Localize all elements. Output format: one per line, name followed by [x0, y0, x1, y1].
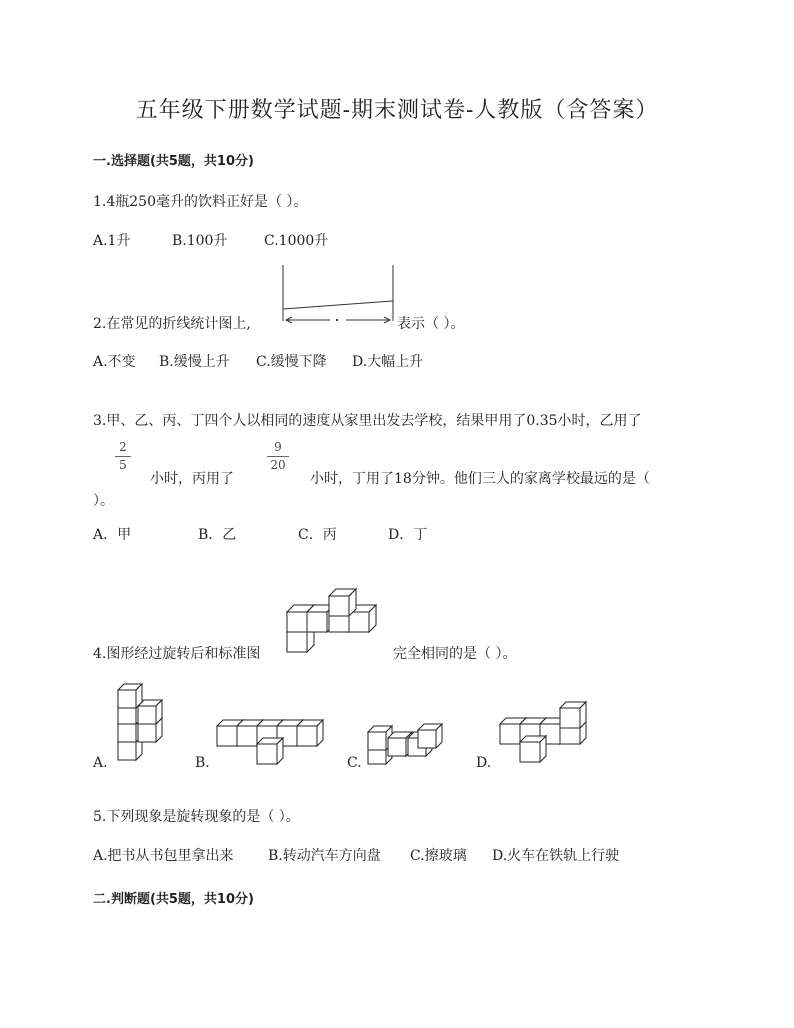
question-4-option-b: B. — [195, 755, 210, 771]
fraction-denominator: 20 — [270, 458, 286, 472]
cube — [257, 738, 283, 764]
fraction-numerator: 2 — [119, 440, 127, 454]
question-2-option-a: A.不变 — [93, 354, 136, 370]
cube — [138, 700, 162, 724]
fraction-nine-twentieths — [267, 440, 289, 473]
question-2-option-d: D.大幅上升 — [352, 354, 424, 370]
cube — [520, 736, 546, 762]
question-5-option-a: A.把书从书包里拿出来 — [93, 848, 234, 864]
question-5-option-b: B.转动汽车方向盘 — [268, 848, 381, 864]
question-5-stem: 5.下列现象是旋转现象的是（ ）。 — [93, 809, 300, 825]
question-3-line-3: ）。 — [93, 493, 114, 509]
cube — [560, 702, 586, 728]
question-4-option-c: C. — [347, 755, 362, 771]
cube — [329, 589, 356, 616]
option-d-cube-figure — [498, 702, 598, 762]
question-4-option-d: D. — [476, 755, 492, 771]
question-1-option-c: C.1000升 — [264, 233, 329, 249]
question-2-stem-end: 表示（ ）。 — [397, 316, 465, 332]
option-b-cube-figure — [215, 714, 325, 762]
question-1-stem: 1.4瓶250毫升的饮料正好是（ ）。 — [93, 194, 308, 210]
standard-cube-figure — [286, 588, 386, 650]
option-a-cube-figure — [116, 684, 166, 762]
section-heading-judgement: 二.判断题(共5题，共10分) — [93, 892, 254, 907]
question-2-option-b: B.缓慢上升 — [159, 354, 230, 370]
question-3-option-b: B．乙 — [198, 527, 237, 543]
question-1-option-b: B.100升 — [172, 233, 228, 249]
question-4-option-a: A. — [93, 755, 108, 771]
fraction-denominator: 5 — [119, 458, 127, 472]
question-4-stem-end: 完全相同的是（ ）。 — [393, 646, 517, 662]
question-4-stem-start: 4.图形经过旋转后和标准图 — [93, 646, 261, 662]
fraction-numerator: 9 — [274, 440, 282, 454]
question-2-option-c: C.缓慢下降 — [256, 354, 327, 370]
section-heading-choice: 一.选择题(共5题，共10分) — [93, 154, 254, 169]
cube — [118, 684, 142, 708]
question-5-option-d: D.火车在铁轨上行驶 — [492, 848, 620, 864]
question-3-option-d: D．丁 — [388, 527, 428, 543]
page-title: 五年级下册数学试题-期末测试卷-人教版（含答案） — [135, 98, 659, 123]
question-3-line-1: 3.甲、乙、丙、丁四个人以相同的速度从家里出发去学校，结果甲用了0.35小时，乙用了 — [93, 413, 642, 429]
line-chart-segment-figure — [280, 265, 400, 327]
option-c-cube-figure — [366, 720, 456, 764]
question-5-option-c: C.擦玻璃 — [410, 848, 467, 864]
question-1-option-a: A.1升 — [93, 233, 131, 249]
question-3-option-a: A．甲 — [93, 527, 132, 543]
cube — [297, 720, 323, 746]
question-3-text-middle-1: 小时，丙用了 — [150, 471, 234, 487]
fraction-two-fifths — [115, 440, 131, 473]
question-2-stem-start: 2.在常见的折线统计图上, — [93, 316, 251, 332]
cube — [418, 724, 442, 748]
question-3-text-middle-2: 小时，丁用了18分钟。他们三人的家离学校最远的是（ — [310, 471, 650, 487]
question-3-option-c: C．丙 — [298, 527, 337, 543]
